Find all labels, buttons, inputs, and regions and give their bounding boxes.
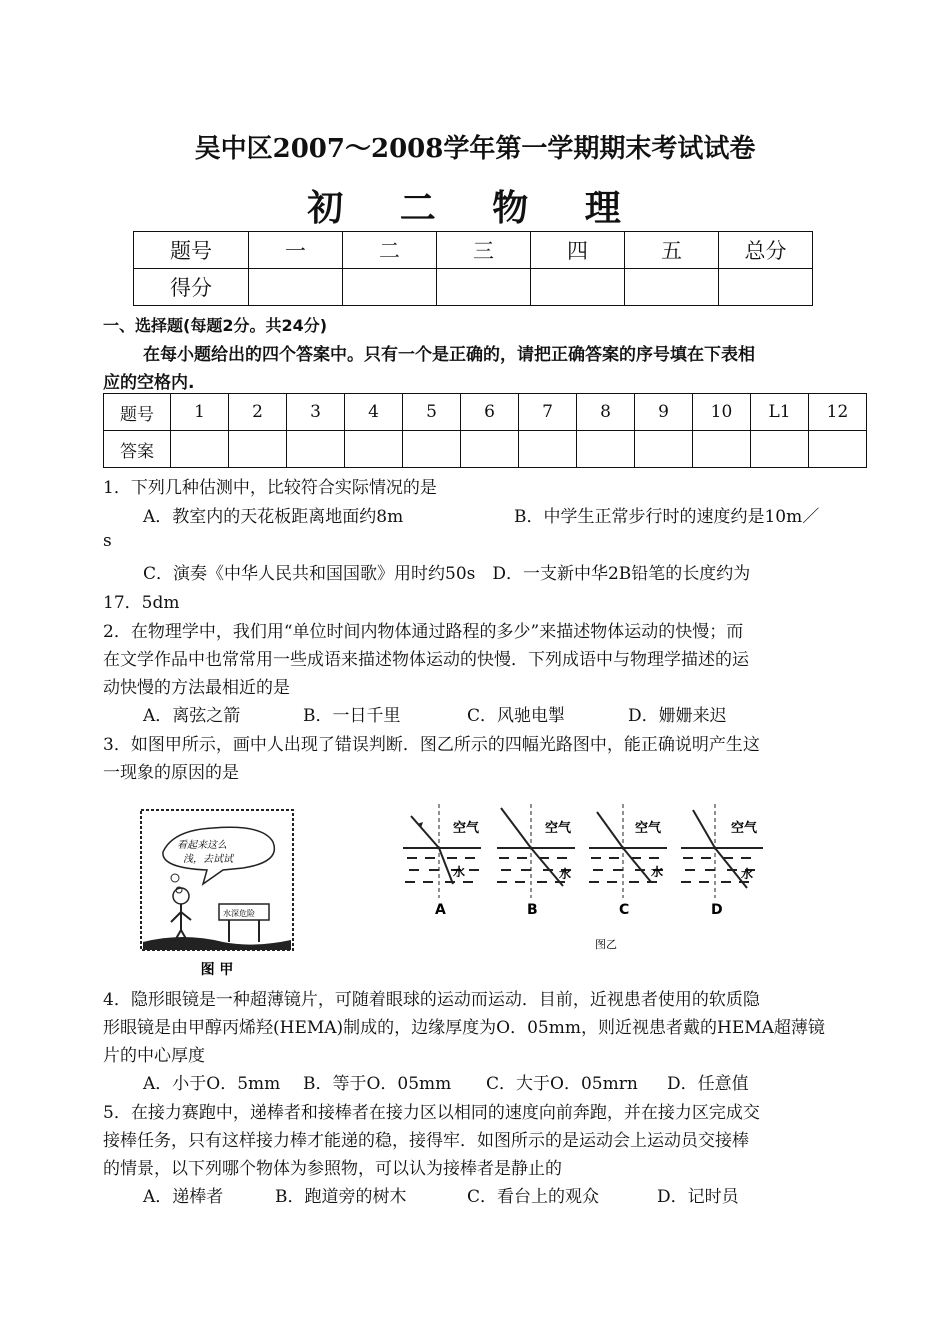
air-label: 空气 — [731, 821, 758, 836]
q1-option-b: B．中学生正常步行时的速度约是10m／ — [514, 507, 820, 527]
q2-line-2: 在文学作品中也常常用一些成语来描述物体运动的快慢．下列成语中与物理学描述的运 — [103, 650, 749, 670]
panel-label-b: B — [527, 902, 538, 918]
score-cell: 三 — [437, 232, 531, 269]
score-cell: 五 — [625, 232, 719, 269]
score-blank-cell — [249, 269, 343, 306]
answer-header-cell: 3 — [287, 394, 345, 431]
answer-header-cell: 2 — [229, 394, 287, 431]
exam-title: 吴中区2007～2008学年第一学期期末考试试卷 — [194, 134, 756, 164]
answer-blank-cell — [751, 431, 809, 468]
figure-yi — [395, 798, 775, 956]
q4-line-1: 4．隐形眼镜是一种超薄镜片，可随着眼球的运动而运动．目前，近视患者使用的软质隐 — [103, 990, 760, 1010]
answer-header-cell: 6 — [461, 394, 519, 431]
panel-label-a: A — [435, 902, 446, 918]
panel-label-c: C — [619, 902, 630, 918]
q5-line-3: 的情景，以下列哪个物体为参照物，可以认为接棒者是静止的 — [103, 1159, 562, 1179]
answer-table-answer-row — [104, 431, 867, 468]
answer-blank-cell — [345, 431, 403, 468]
q5-option-b: B．跑道旁的树木 — [275, 1187, 407, 1207]
score-row-label: 得分 — [134, 269, 249, 306]
air-label: 空气 — [453, 821, 480, 836]
water-label: 水 — [559, 867, 572, 881]
score-blank-cell — [437, 269, 531, 306]
answer-header-cell: 1 — [171, 394, 229, 431]
answer-header-cell: 7 — [519, 394, 577, 431]
subject-title: 初 二 物 理 — [307, 187, 643, 229]
answer-blank-cell — [635, 431, 693, 468]
panel-label-d: D — [711, 902, 723, 918]
answer-table — [103, 393, 867, 468]
thought-dot — [171, 874, 179, 882]
ground — [143, 937, 291, 950]
answer-blank-cell — [287, 431, 345, 468]
answer-header-cell: 9 — [635, 394, 693, 431]
answer-blank-cell — [519, 431, 577, 468]
q4-option-b: B．等于O．05mm — [303, 1074, 452, 1094]
answer-blank-cell — [229, 431, 287, 468]
q4-line-2: 形眼镜是由甲醇丙烯羟(HEMA)制成的，边缘厚度为O．05mm，则近视患者戴的HEMA超薄镜 — [103, 1018, 825, 1038]
score-blank-cell — [343, 269, 437, 306]
q5-line-2: 接棒任务，只有这样接力棒才能递的稳，接得牢．如图所示的是运动会上运动员交接棒 — [103, 1131, 749, 1151]
figure-jia-frame — [141, 810, 293, 950]
score-cell: 总分 — [719, 232, 813, 269]
answer-header-cell: 8 — [577, 394, 635, 431]
water-label: 水 — [741, 867, 754, 881]
answer-header-cell: 4 — [345, 394, 403, 431]
answer-blank-cell — [693, 431, 751, 468]
answer-header-cell: L1 — [751, 394, 809, 431]
answer-header-cell: 12 — [809, 394, 867, 431]
q5-option-d: D．记时员 — [657, 1187, 739, 1207]
answer-header-cell: 5 — [403, 394, 461, 431]
score-table-score-row — [134, 269, 813, 306]
score-blank-cell — [719, 269, 813, 306]
q2-option-b: B．一日千里 — [303, 706, 401, 726]
q4-option-d: D．任意值 — [667, 1074, 749, 1094]
score-table-header-row — [134, 232, 813, 269]
figure-jia-caption: 图 甲 — [200, 962, 234, 978]
water-label: 水 — [453, 865, 466, 879]
q2-option-d: D．姗姗来迟 — [628, 706, 727, 726]
answer-header-cell: 题号 — [104, 394, 171, 431]
ray-panel-b — [497, 804, 575, 918]
score-table — [133, 231, 813, 306]
score-cell: 二 — [343, 232, 437, 269]
answer-blank-cell — [577, 431, 635, 468]
answer-blank-cell — [461, 431, 519, 468]
q1-option-cd: C．演奏《中华人民共和国国歌》用时约50s D．一支新中华2B铅笔的长度约为 — [143, 564, 751, 584]
answer-row-label: 答案 — [104, 431, 171, 468]
q5-option-c: C．看台上的观众 — [467, 1187, 600, 1207]
person-head — [173, 888, 189, 904]
q3-line-2: 一现象的原因的是 — [103, 763, 239, 783]
q2-line-3: 动快慢的方法最相近的是 — [103, 678, 290, 698]
q2-option-c: C．风驰电掣 — [467, 706, 566, 726]
answer-blank-cell — [171, 431, 229, 468]
q1-option-d-cont: 17．5dm — [103, 593, 180, 613]
bubble-text-1: 看起来这么 — [177, 840, 227, 851]
ray-panel-a — [403, 804, 481, 918]
q4-line-3: 片的中心厚度 — [103, 1046, 205, 1066]
q5-option-a: A．递棒者 — [143, 1187, 224, 1207]
figure-yi-caption: 图乙 — [595, 938, 617, 951]
q1-option-a: A．教室内的天花板距离地面约8m — [143, 507, 404, 527]
score-blank-cell — [531, 269, 625, 306]
score-blank-cell — [625, 269, 719, 306]
q1-option-b-cont: s — [103, 531, 112, 551]
section-instruction-2: 应的空格内. — [103, 373, 195, 393]
warning-sign-text: 水深危险 — [223, 909, 255, 918]
q1-stem: 1．下列几种估测中，比较符合实际情况的是 — [103, 478, 437, 498]
answer-blank-cell — [809, 431, 867, 468]
q4-option-a: A．小于O．5mm — [143, 1074, 281, 1094]
q2-line-1: 2．在物理学中，我们用“单位时间内物体通过路程的多少”来描述物体运动的快慢；而 — [103, 622, 744, 642]
ray-panel-d — [681, 804, 763, 918]
q5-line-1: 5．在接力赛跑中，递棒者和接棒者在接力区以相同的速度向前奔跑，并在接力区完成交 — [103, 1103, 760, 1123]
ray-panel-c — [589, 804, 667, 918]
water-label: 水 — [651, 865, 664, 879]
answer-blank-cell — [403, 431, 461, 468]
q4-option-c: C．大于O．05mrn — [486, 1074, 638, 1094]
answer-header-cell: 10 — [693, 394, 751, 431]
bubble-text-2: 浅，去试试 — [183, 854, 233, 865]
score-cell: 四 — [531, 232, 625, 269]
section-instruction-1: 在每小题给出的四个答案中。只有一个是正确的，请把正确答案的序号填在下表相 — [143, 345, 755, 365]
score-cell: 题号 — [134, 232, 249, 269]
q2-option-a: A．离弦之箭 — [143, 706, 241, 726]
section-heading: 一、选择题(每题2分。共24分) — [103, 316, 328, 335]
figure-jia — [133, 792, 303, 982]
air-label: 空气 — [545, 821, 572, 836]
answer-table-header-row — [104, 394, 867, 431]
air-label: 空气 — [635, 821, 662, 836]
score-cell: 一 — [249, 232, 343, 269]
q3-line-1: 3．如图甲所示，画中人出现了错误判断．图乙所示的四幅光路图中，能正确说明产生这 — [103, 735, 760, 755]
